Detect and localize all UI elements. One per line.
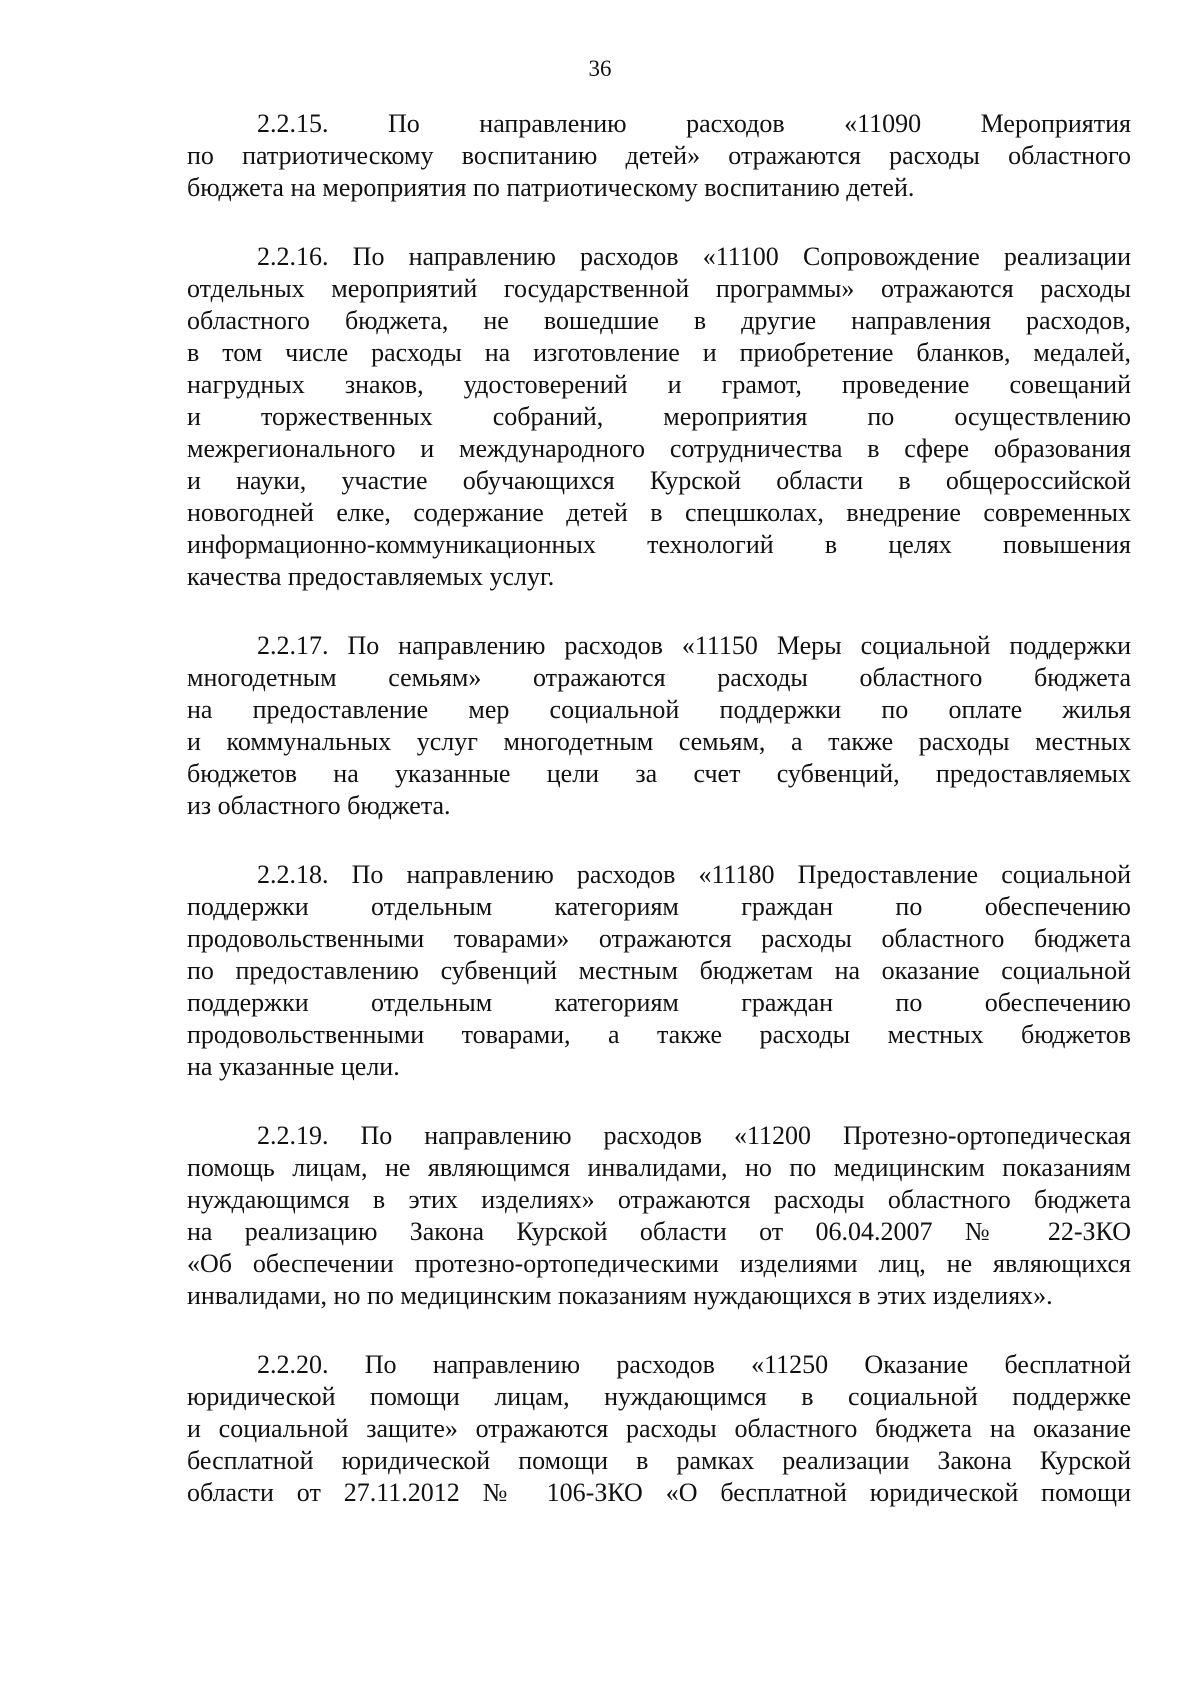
- paragraph-line: и социальной защите» отражаются расходы областного бюджета на оказание: [187, 1414, 1131, 1443]
- paragraph-line: продовольственными товарами» отражаются расходы областного бюджета: [187, 924, 1131, 953]
- paragraph: [187, 859, 1131, 1083]
- paragraph-line: 2.2.20. По направлению расходов «11250 Оказание бесплатной: [257, 1350, 1131, 1379]
- paragraph-line: юридической помощи лицам, нуждающимся в социальной поддержке: [187, 1382, 1131, 1411]
- paragraph-line: из областного бюджета.: [187, 791, 451, 820]
- paragraph-line: инвалидами, но по медицинским показаниям нуждающихся в этих изделиях».: [187, 1281, 1053, 1310]
- paragraph-line: межрегионального и международного сотрудничества в сфере образования: [187, 434, 1131, 463]
- paragraph-line: бюджета на мероприятия по патриотическому воспитанию детей.: [187, 173, 915, 202]
- paragraph-line: на предоставление мер социальной поддержки по оплате жилья: [187, 695, 1131, 724]
- paragraph-line: по предоставлению субвенций местным бюджетам на оказание социальной: [187, 956, 1131, 985]
- paragraph-line: и торжественных собраний, мероприятия по осуществлению: [187, 402, 1131, 431]
- paragraph-line: по патриотическому воспитанию детей» отражаются расходы областного: [187, 141, 1131, 170]
- page-number: 36: [588, 56, 612, 81]
- paragraph: [187, 630, 1131, 822]
- paragraph: [187, 1349, 1131, 1509]
- paragraph-line: 2.2.16. По направлению расходов «11100 Сопровождение реализации: [257, 242, 1131, 271]
- paragraph-line: поддержки отдельным категориям граждан по обеспечению: [187, 988, 1131, 1017]
- paragraph-line: новогодней елке, содержание детей в спецшколах, внедрение современных: [187, 498, 1131, 527]
- paragraph-line: 2.2.18. По направлению расходов «11180 Предоставление социальной: [257, 860, 1131, 889]
- paragraph-line: и коммунальных услуг многодетным семьям, а также расходы местных: [187, 727, 1131, 756]
- paragraph-line: «Об обеспечении протезно-ортопедическими изделиями лиц, не являющихся: [187, 1249, 1131, 1278]
- paragraph-line: бесплатной юридической помощи в рамках реализации Закона Курской: [187, 1446, 1131, 1475]
- paragraph-line: нагрудных знаков, удостоверений и грамот, проведение совещаний: [187, 370, 1131, 399]
- paragraph-line: области от 27.11.2012 № 106-ЗКО «О бесплатной юридической помощи: [187, 1478, 1131, 1507]
- paragraph-line: качества предоставляемых услуг.: [187, 562, 555, 591]
- paragraph: [187, 108, 1131, 204]
- paragraph: [187, 241, 1131, 593]
- paragraph-line: 2.2.19. По направлению расходов «11200 Протезно-ортопедическая: [257, 1121, 1131, 1150]
- document-body: [187, 108, 1131, 1546]
- paragraph-line: отдельных мероприятий государственной программы» отражаются расходы: [187, 274, 1131, 303]
- paragraph-line: помощь лицам, не являющимся инвалидами, но по медицинским показаниям: [187, 1153, 1131, 1182]
- paragraph-line: на реализацию Закона Курской области от 06.04.2007 № 22-ЗКО: [187, 1217, 1131, 1246]
- paragraph-line: поддержки отдельным категориям граждан по обеспечению: [187, 892, 1131, 921]
- paragraph-line: в том числе расходы на изготовление и приобретение бланков, медалей,: [187, 338, 1131, 367]
- paragraph-line: на указанные цели.: [187, 1052, 400, 1081]
- paragraph-line: 2.2.15. По направлению расходов «11090 Мероприятия: [257, 109, 1131, 138]
- paragraph-line: многодетным семьям» отражаются расходы областного бюджета: [187, 663, 1131, 692]
- paragraph-line: бюджетов на указанные цели за счет субвенций, предоставляемых: [187, 759, 1131, 788]
- paragraph-line: продовольственными товарами, а также расходы местных бюджетов: [187, 1020, 1131, 1049]
- paragraph-line: информационно-коммуникационных технологий в целях повышения: [187, 530, 1131, 559]
- paragraph-line: и науки, участие обучающихся Курской области в общероссийской: [187, 466, 1131, 495]
- paragraph-line: нуждающимся в этих изделиях» отражаются расходы областного бюджета: [187, 1185, 1131, 1214]
- paragraph-line: областного бюджета, не вошедшие в другие направления расходов,: [187, 306, 1131, 335]
- paragraph-line: 2.2.17. По направлению расходов «11150 Меры социальной поддержки: [257, 631, 1131, 660]
- paragraph: [187, 1120, 1131, 1312]
